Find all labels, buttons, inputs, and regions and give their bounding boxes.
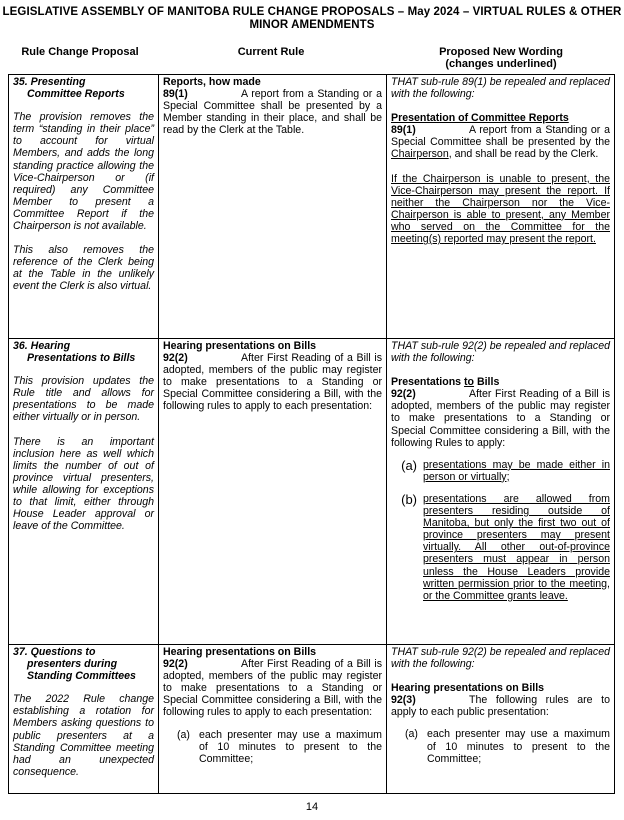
current-rule-heading: Reports, how made [163, 76, 261, 88]
current-rule-number: 89(1) [163, 88, 188, 101]
new-rule-number: 92(2) [391, 388, 416, 401]
list-item-label: (a) [177, 728, 190, 741]
proposal-number: 35. Presenting [13, 76, 86, 88]
new-rule-heading: Hearing presentations on Bills [391, 682, 545, 695]
list-item-text: presentations are allowed from presenters residing outside of Manitoba, but only the first two out of province presenters may present virtually. All other out-of-province presenters must appear in person unless the House Leaders provide written permission prior to the meeting, or the Committee grants leave. [423, 492, 610, 602]
list-item-text: presentations may be made either in person or virtually; [423, 458, 610, 483]
proposal-title-text: presenters during [27, 658, 118, 671]
table-row [9, 339, 615, 645]
that-clause: THAT sub-rule 92(2) be repealed and replaced with the following: [391, 340, 610, 365]
new-heading-part-b: Bills [474, 376, 500, 389]
list-item [391, 493, 610, 602]
new-rule-body-underlined: Chairperson [391, 148, 449, 161]
proposed-wording-cell [387, 339, 615, 645]
proposal-explanation: This provision updates the Rule title and allows for presentations to be made either virtually or in person. [13, 375, 154, 424]
proposed-wording-cell [387, 645, 615, 794]
proposal-title-text: Presentations to Bills [27, 352, 136, 365]
proposal-explanation: This also removes the reference of the Clerk being at the Table in the unlikely event the Clerk is also virtual. [13, 244, 154, 293]
rule-change-table [8, 74, 615, 794]
current-rule-heading: Hearing presentations on Bills [163, 340, 317, 352]
current-rule-text [163, 658, 382, 718]
new-rule-body-b: , and shall be read by the Clerk. [448, 148, 599, 161]
new-rule-text [391, 124, 610, 160]
proposal-title [13, 340, 154, 364]
new-rule-paragraph: If the Chairperson is unable to present, the Vice-Chairperson may present the report. If neither the Chairperson nor the Vice-Chairperson is able to present, any Member who served on the Committee for the meeting(s) reported may present the report. [391, 172, 610, 246]
current-rule-heading: Hearing presentations on Bills [163, 646, 317, 658]
proposal-explanation: The provision removes the term “standing in their place” to account for virtual Members, and adds the long standing practice allowing the Vice-Chairperson or (if required) any Committee Member to present a Committee Report if the Chairperson is not available. [13, 111, 154, 233]
column-header-proposed-line1: Proposed New Wording [439, 46, 563, 58]
proposal-explanation: There is an important inclusion here as well which limits the number of out of province virtual presenters, while allowing for exceptions to that limit, either through House Leader approval or leave of the Committee. [13, 435, 154, 533]
current-rule-body: After First Reading of a Bill is adopted, members of the public may register to make presentations to a Standing or Special Committee considering a Bill, with the following rules to apply to each presentation: [163, 352, 382, 413]
page-title [0, 6, 624, 32]
column-header-proposed-line2: (changes underlined) [445, 58, 557, 70]
proposal-title-text: Committee Reports [27, 88, 125, 101]
new-rule-heading [391, 376, 610, 388]
new-rule-text [391, 694, 610, 718]
list-item-text: each presenter may use a maximum of 10 minutes to present to the Committee; [427, 728, 610, 765]
table-row [9, 75, 615, 339]
table-row [9, 645, 615, 794]
new-rule-body: After First Reading of a Bill is adopted, members of the public may register to make presentations to a Standing or Special Committee considering a Bill, with the following Rules to apply: [391, 388, 610, 449]
page-title-line-2: MINOR AMENDMENTS [249, 19, 375, 31]
list-item [391, 728, 610, 764]
proposal-title [13, 646, 154, 682]
list-item [163, 729, 382, 765]
proposal-title-text: Standing Committees [27, 670, 136, 683]
new-rule-number: 92(3) [391, 694, 416, 707]
new-rule-body-a: A report from a Standing or a Special Committee shall be presented by the [391, 124, 610, 149]
proposal-number: 37. Questions to [13, 646, 96, 658]
current-rule-body: After First Reading of a Bill is adopted, members of the public may register to make presentations to a Standing or Special Committee considering a Bill, with the following rules to apply to each presentation: [163, 658, 382, 719]
current-rule-cell [159, 339, 387, 645]
proposal-cell [9, 645, 159, 794]
list-item-label: (a) [401, 457, 417, 473]
list-item-label: (b) [401, 491, 417, 507]
current-rule-body: A report from a Standing or a Special Committee shall be presented by a Member standing in their place, and shall be read by the Clerk at the Table. [163, 88, 382, 137]
current-rule-cell [159, 645, 387, 794]
current-rule-cell [159, 75, 387, 339]
current-rule-text [163, 88, 382, 136]
that-clause: THAT sub-rule 92(2) be repealed and replaced with the following: [391, 646, 610, 671]
new-heading-underlined: to [464, 376, 475, 389]
new-rule-number: 89(1) [391, 124, 416, 137]
proposal-explanation: The 2022 Rule change establishing a rotation for Members asking questions to public presenters at a Standing Committee meeting had an unexpected consequence. [13, 693, 154, 778]
column-header-proposal: Rule Change Proposal [21, 46, 139, 58]
proposed-wording-cell [387, 75, 615, 339]
new-rule-heading: Presentation of Committee Reports [391, 112, 569, 125]
current-rule-text [163, 352, 382, 412]
proposal-title [13, 76, 154, 100]
that-clause: THAT sub-rule 89(1) be repealed and replaced with the following: [391, 76, 610, 101]
page-number: 14 [305, 801, 319, 813]
page-title-line-1: LEGISLATIVE ASSEMBLY OF MANITOBA RULE CHANGE PROPOSALS – May 2024 – VIRTUAL RULES & OTHER [2, 6, 622, 18]
list-item-text: each presenter may use a maximum of 10 minutes to present to the Committee; [199, 728, 382, 765]
column-header-proposed-wording [388, 46, 614, 70]
list-item [391, 459, 610, 483]
proposal-number: 36. Hearing [13, 340, 71, 352]
current-rule-number: 92(2) [163, 658, 188, 671]
new-rule-text [391, 388, 610, 448]
new-rule-body: The following rules are to apply to each public presentation: [391, 694, 610, 719]
proposal-cell [9, 339, 159, 645]
proposal-cell [9, 75, 159, 339]
current-rule-number: 92(2) [163, 352, 188, 365]
new-heading-part-a: Presentations [391, 376, 465, 389]
list-item-label: (a) [405, 728, 418, 741]
column-header-current-rule: Current Rule [237, 46, 305, 58]
